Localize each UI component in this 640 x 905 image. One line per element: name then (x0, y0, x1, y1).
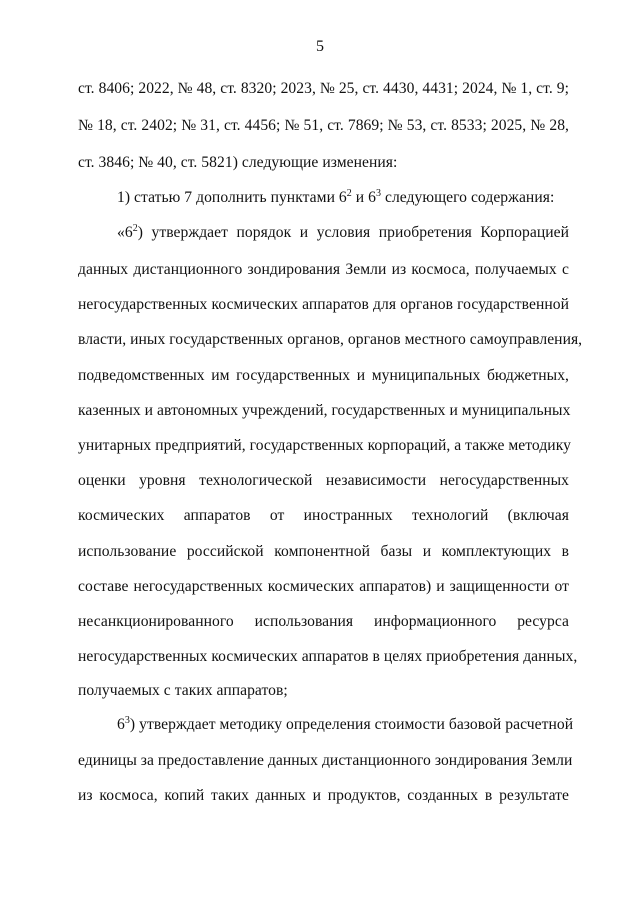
list-item-intro (117, 189, 569, 207)
superscript: 3 (375, 188, 382, 199)
text-fragment: «6 (117, 224, 133, 241)
text-line: ст. 3846; № 40, ст. 5821) следующие изменения: (78, 154, 398, 171)
text-line: власти, иных государственных органов, органов местного самоуправления, (78, 331, 583, 348)
text-line: использование российской компонентной базы и комплектующих в (78, 543, 569, 560)
text-fragment: ) утверждает методику определения стоимости базовой расчетной (129, 716, 574, 733)
text-fragment: и 6 (351, 189, 376, 206)
text-line: № 18, ст. 2402; № 31, ст. 4456; № 51, ст. 7869; № 53, ст. 8533; 2025, № 28, (78, 117, 569, 134)
text-line: данных дистанционного зондирования Земли из космоса, получаемых с (78, 261, 569, 278)
text-line: несанкционированного использования информационного ресурса (78, 613, 569, 630)
text-line: ст. 8406; 2022, № 48, ст. 8320; 2023, № 25, ст. 4430, 4431; 2024, № 1, ст. 9; (78, 80, 569, 97)
text-line: составе негосударственных космических аппаратов) и защищенности от (78, 578, 569, 595)
text-line: негосударственных космических аппаратов для органов государственной (78, 296, 569, 313)
text-fragment: ) утверждает порядок и условия приобретения Корпорацией (137, 224, 569, 241)
text-line: единицы за предоставление данных дистанционного зондирования Земли (78, 752, 573, 769)
text-line: космических аппаратов от иностранных технологий (включая (78, 507, 569, 524)
text-line: из космоса, копий таких данных и продуктов, созданных в результате (78, 787, 569, 804)
page-number: 5 (316, 38, 324, 55)
text-fragment: 1) статью 7 дополнить пунктами 6 (117, 189, 347, 206)
paragraph-start (117, 224, 569, 242)
text-fragment: следующего содержания: (381, 189, 555, 206)
superscript: 2 (346, 188, 352, 199)
text-line: негосударственных космических аппаратов в целях приобретения данных, (78, 648, 578, 665)
paragraph-start (117, 715, 574, 734)
text-line: получаемых с таких аппаратов; (78, 682, 288, 699)
text-line: унитарных предприятий, государственных корпораций, а также методику (78, 437, 571, 454)
text-fragment: 6 (117, 716, 125, 733)
text-line: подведомственных им государственных и муниципальных бюджетных, (78, 367, 569, 384)
superscript: 3 (124, 715, 130, 726)
text-line: оценки уровня технологической независимости негосударственных (78, 472, 569, 489)
text-line: казенных и автономных учреждений, государственных и муниципальных (78, 402, 571, 419)
superscript: 2 (132, 223, 138, 234)
